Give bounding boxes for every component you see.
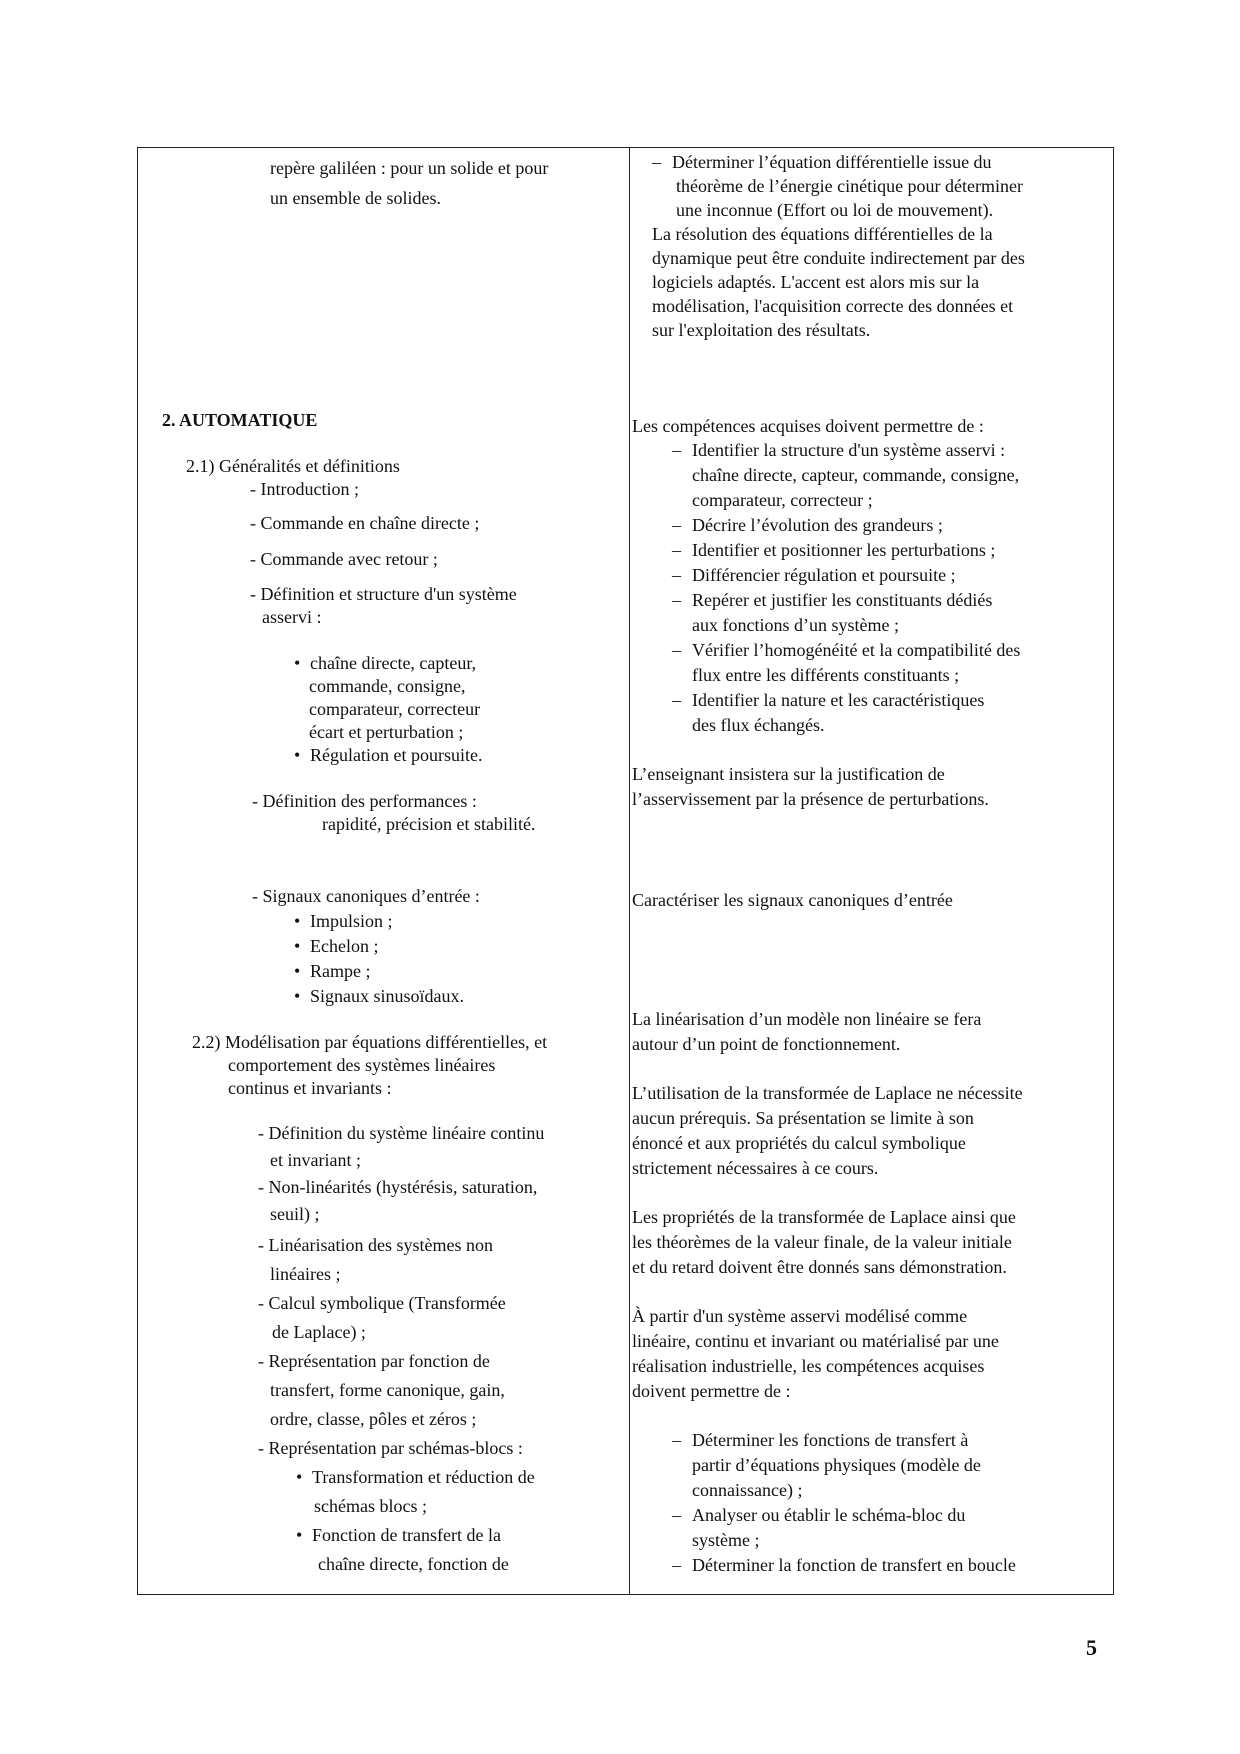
bullet-line: schémas blocs ; [314, 1496, 427, 1516]
subsection-title: comportement des systèmes linéaires [228, 1055, 496, 1075]
list-item: linéaires ; [270, 1264, 341, 1284]
bullet-item: • chaîne directe, capteur, [294, 653, 477, 673]
bullet-line: commande, consigne, [309, 676, 466, 696]
paragraph-line: aucun prérequis. Sa présentation se limite à son [632, 1108, 974, 1128]
list-item: de Laplace) ; [272, 1322, 366, 1342]
list-item: rapidité, précision et stabilité. [322, 814, 536, 834]
dash-icon: – [672, 565, 681, 585]
paragraph-line: logiciels adaptés. L'accent est alors mis sur la [652, 272, 980, 292]
bullet-item: • Rampe ; [294, 961, 371, 981]
dash-icon: – [672, 590, 681, 610]
paragraph-line: Caractériser les signaux canoniques d’entrée [632, 890, 953, 910]
list-item: - Non-linéarités (hystérésis, saturation, [258, 1177, 538, 1197]
paragraph-line: L’utilisation de la transformée de Laplace ne nécessite [632, 1083, 1023, 1103]
dash-line: connaissance) ; [692, 1480, 803, 1500]
dash-item: – Identifier la nature et les caractéristiques [672, 690, 985, 710]
dash-item: – Analyser ou établir le schéma-bloc du [672, 1505, 966, 1525]
list-item: asservi : [262, 607, 322, 627]
dash-icon: – [652, 152, 661, 172]
bullet-icon: • [294, 653, 301, 673]
dash-icon: – [672, 515, 681, 535]
bullet-item: • Régulation et poursuite. [294, 745, 483, 765]
subsection-title: 2.2) Modélisation par équations différentielles, et [192, 1032, 548, 1052]
dash-icon: – [672, 640, 681, 660]
dash-item: – Vérifier l’homogénéité et la compatibilité des [672, 640, 1021, 660]
dash-icon: – [672, 540, 681, 560]
dash-icon: – [672, 440, 681, 460]
bullet-icon: • [294, 936, 301, 956]
list-item: - Linéarisation des systèmes non [258, 1235, 493, 1255]
list-item: - Commande en chaîne directe ; [250, 513, 480, 533]
bullet-item: • Echelon ; [294, 936, 379, 956]
list-item: ordre, classe, pôles et zéros ; [270, 1409, 477, 1429]
dash-item: – Déterminer la fonction de transfert en boucle [672, 1555, 1016, 1575]
dash-line: comparateur, correcteur ; [692, 490, 873, 510]
paragraph-line: linéaire, continu et invariant ou matérialisé par une [632, 1331, 999, 1351]
column-divider [629, 148, 630, 1594]
bullet-icon: • [296, 1525, 303, 1545]
text-line: un ensemble de solides. [270, 188, 441, 208]
bullet-icon: • [296, 1467, 303, 1487]
bullet-line: écart et perturbation ; [309, 722, 464, 742]
dash-item: – Identifier la structure d'un système asservi : [672, 440, 1006, 460]
paragraph-line: et du retard doivent être donnés sans démonstration. [632, 1257, 1007, 1277]
list-item: - Signaux canoniques d’entrée : [252, 886, 480, 906]
paragraph-line: sur l'exploitation des résultats. [652, 320, 871, 340]
paragraph-line: L’enseignant insistera sur la justification de [632, 764, 945, 784]
dash-icon: – [672, 690, 681, 710]
bullet-icon: • [294, 986, 301, 1006]
list-item: et invariant ; [270, 1150, 361, 1170]
list-item: - Calcul symbolique (Transformée [258, 1293, 506, 1313]
paragraph-line: dynamique peut être conduite indirectement par des [652, 248, 1025, 268]
list-item: - Introduction ; [250, 479, 359, 499]
paragraph-line: énoncé et aux propriétés du calcul symbolique [632, 1133, 966, 1153]
dash-line: système ; [692, 1530, 760, 1550]
bullet-item: • Fonction de transfert de la [296, 1525, 501, 1545]
paragraph-line: Les propriétés de la transformée de Laplace ainsi que [632, 1207, 1016, 1227]
list-item: - Représentation par fonction de [258, 1351, 490, 1371]
bullet-item: • Signaux sinusoïdaux. [294, 986, 465, 1006]
dash-line: théorème de l’énergie cinétique pour déterminer [676, 176, 1024, 196]
dash-line: partir d’équations physiques (modèle de [692, 1455, 981, 1475]
paragraph-line: réalisation industrielle, les compétences acquises [632, 1356, 985, 1376]
paragraph-line: La résolution des équations différentielles de la [652, 224, 993, 244]
list-item: transfert, forme canonique, gain, [270, 1380, 505, 1400]
bullet-item: • Impulsion ; [294, 911, 393, 931]
bullet-icon: • [294, 961, 301, 981]
bullet-icon: • [294, 745, 301, 765]
list-item: - Définition et structure d'un système [250, 584, 517, 604]
bullet-icon: • [294, 911, 301, 931]
paragraph-line: À partir d'un système asservi modélisé comme [632, 1306, 968, 1326]
dash-icon: – [672, 1430, 681, 1450]
dash-line: chaîne directe, capteur, commande, consigne, [692, 465, 1020, 485]
paragraph-line: doivent permettre de : [632, 1381, 791, 1401]
list-item: seuil) ; [270, 1204, 320, 1224]
paragraph-line: strictement nécessaires à ce cours. [632, 1158, 879, 1178]
list-item: - Commande avec retour ; [250, 549, 438, 569]
dash-item: – Identifier et positionner les perturbations ; [672, 540, 996, 560]
paragraph-line: Les compétences acquises doivent permettre de : [632, 416, 984, 436]
bullet-item: • Transformation et réduction de [296, 1467, 535, 1487]
dash-icon: – [672, 1505, 681, 1525]
dash-line: des flux échangés. [692, 715, 825, 735]
list-item: - Représentation par schémas-blocs : [258, 1438, 523, 1458]
text-line: repère galiléen : pour un solide et pour [270, 158, 549, 178]
list-item: - Définition des performances : [252, 791, 477, 811]
paragraph-line: les théorèmes de la valeur finale, de la valeur initiale [632, 1232, 1012, 1252]
bullet-line: comparateur, correcteur [309, 699, 481, 719]
paragraph-line: La linéarisation d’un modèle non linéaire se fera [632, 1009, 982, 1029]
subsection-title: 2.1) Généralités et définitions [186, 456, 400, 476]
subsection-title: continus et invariants : [228, 1078, 392, 1098]
section-title: 2. AUTOMATIQUE [162, 410, 318, 430]
dash-item: – Différencier régulation et poursuite ; [672, 565, 956, 585]
paragraph-line: autour d’un point de fonctionnement. [632, 1034, 901, 1054]
bullet-line: chaîne directe, fonction de [318, 1554, 509, 1574]
dash-line: flux entre les différents constituants ; [692, 665, 960, 685]
dash-item: – Décrire l’évolution des grandeurs ; [672, 515, 943, 535]
dash-item: – Déterminer l’équation différentielle issue du [652, 152, 992, 172]
dash-item: – Repérer et justifier les constituants dédiés [672, 590, 993, 610]
paragraph-line: modélisation, l'acquisition correcte des données et [652, 296, 1014, 316]
dash-line: une inconnue (Effort ou loi de mouvement). [676, 200, 994, 220]
dash-icon: – [672, 1555, 681, 1575]
dash-line: aux fonctions d’un système ; [692, 615, 899, 635]
dash-item: – Déterminer les fonctions de transfert à [672, 1430, 969, 1450]
paragraph-line: l’asservissement par la présence de perturbations. [632, 789, 989, 809]
list-item: - Définition du système linéaire continu [258, 1123, 545, 1143]
page-number: 5 [1086, 1635, 1097, 1660]
